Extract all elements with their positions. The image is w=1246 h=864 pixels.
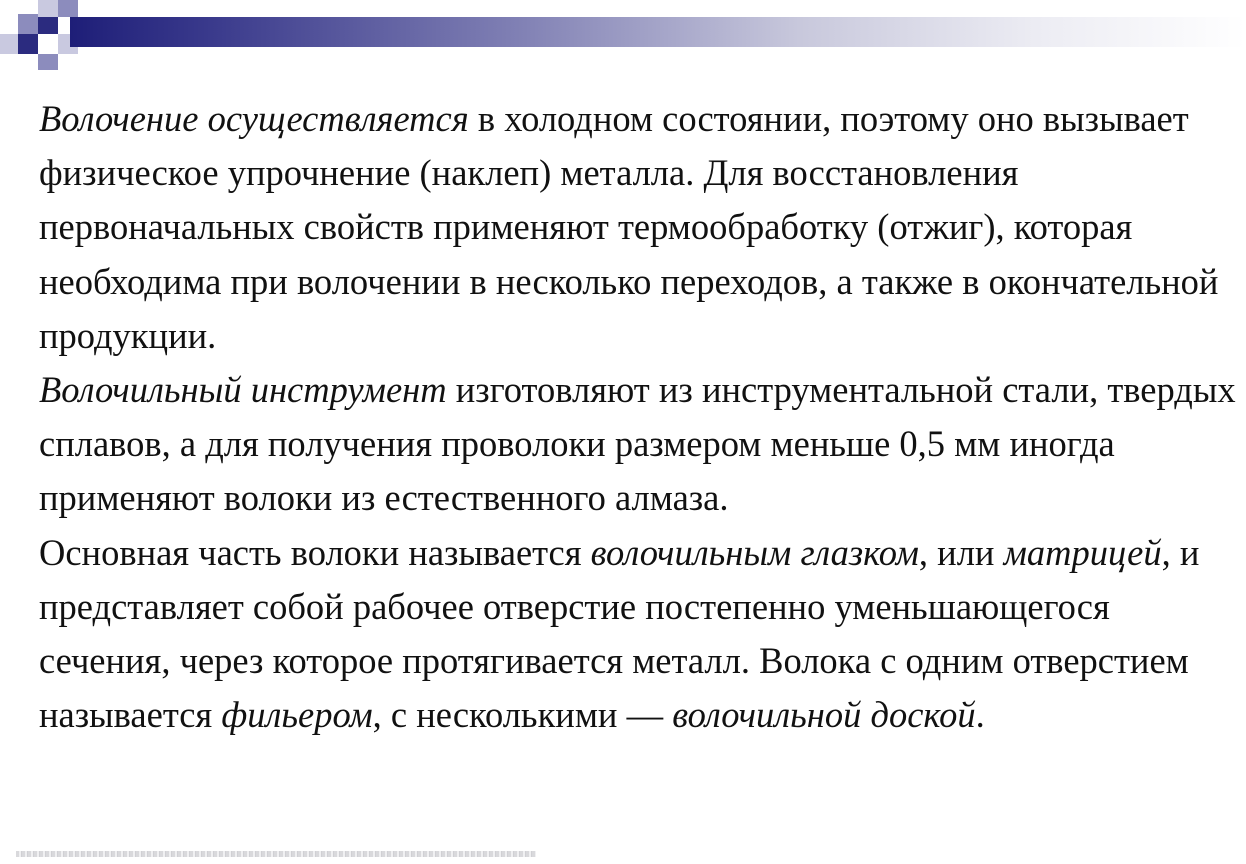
- term-matrix: матрицей: [1003, 531, 1162, 573]
- term-drawing: Волочение осуществляется: [39, 98, 469, 139]
- square-block: [38, 0, 58, 17]
- paragraph-drawing-tool: [39, 363, 1239, 526]
- term-drawing-tool: Волочильный инструмент: [39, 369, 447, 411]
- square-block: [18, 14, 38, 34]
- square-block: [18, 34, 38, 54]
- text-run: , и представляет собой рабочее отверстие постепенно уменьшающегося сечения, через которое протягивается металл. Волока с одним отверстием называется: [39, 531, 1200, 736]
- text-run: в холодном состоянии, поэтому оно вызывает физическое упрочнение (наклеп) металла. Для восстановления первоначальных свойств применяют термообработку (отжиг), которая необходима при волочении в несколько переходов, а также в окончательной продукции.: [39, 98, 1219, 356]
- paragraph-drawing-process: [39, 92, 1239, 363]
- footer-decorative-strip: [16, 851, 536, 857]
- term-drawing-board: волочильной доской: [672, 694, 976, 736]
- term-filer: фильером: [221, 694, 373, 736]
- text-run: изготовляют из инструментальной стали, твердых сплавов, а для получения проволоки размером меньше 0,5 мм иногда применяют волоки из естественного алмаза.: [39, 369, 1236, 519]
- text-run: , с несколькими —: [372, 694, 673, 736]
- square-block: [0, 34, 18, 54]
- square-block: [38, 54, 58, 70]
- text-run: .: [975, 694, 985, 736]
- square-block: [38, 17, 58, 34]
- term-drawing-eye: волочильным глазком: [590, 531, 919, 573]
- slide-body-text: [39, 92, 1239, 742]
- square-block: [58, 0, 78, 17]
- text-run: , или: [918, 531, 1004, 573]
- paragraph-die-structure: [39, 526, 1239, 743]
- header-gradient-bar: [70, 17, 1246, 47]
- text-run: Основная часть волоки называется: [39, 531, 591, 573]
